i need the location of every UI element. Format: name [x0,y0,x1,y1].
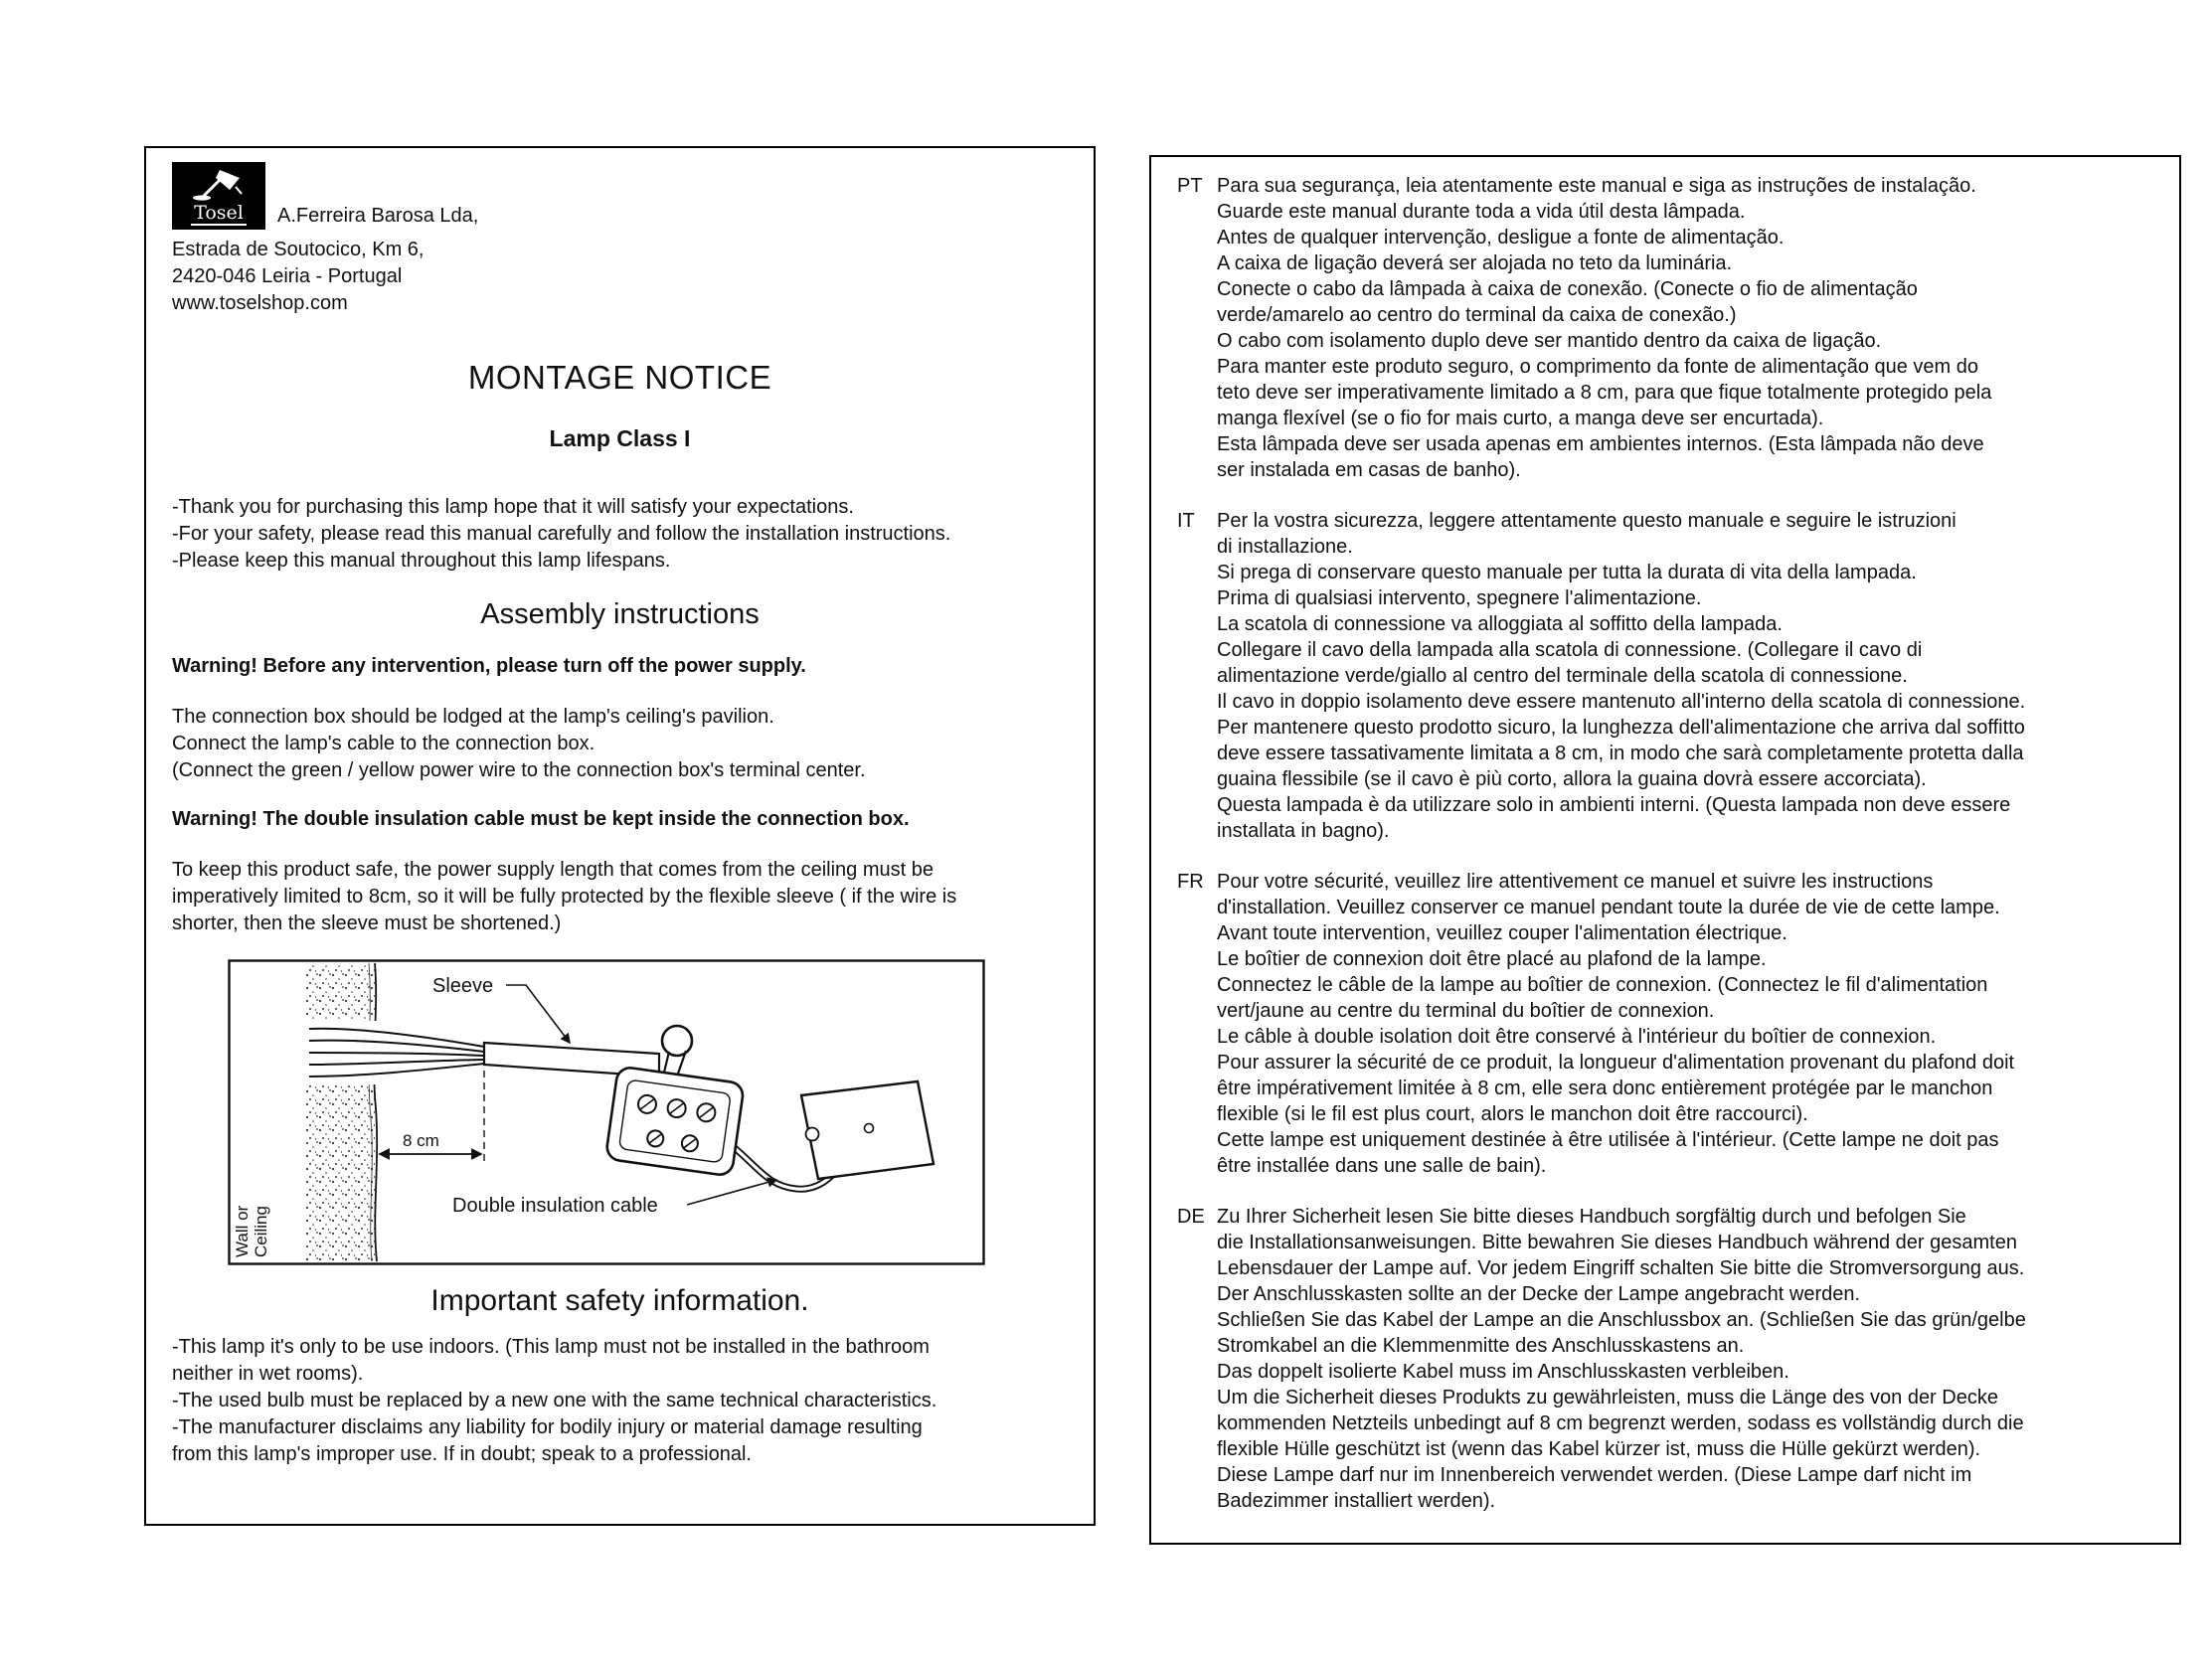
language-block-it [1177,508,2159,844]
text-line: Para sua segurança, leia atentamente este manual e siga as instruções de instalação. [1217,175,1976,197]
text-line: from this lamp's improper use. If in doubt; speak to a professional. [172,1443,752,1465]
text-line: Si prega di conservare questo manuale per tutta la durata di vita della lampada. [1217,562,1917,583]
wall-or-ceiling-label [233,1205,270,1257]
language-text-it [1217,508,2159,844]
wall-texture [304,963,378,1261]
language-code-it: IT [1177,510,1195,532]
text-line: Das doppelt isolierte Kabel muss im Anschlusskasten verbleiben. [1217,1361,1789,1383]
safety-paragraph [172,1334,1068,1468]
lamp-class-subtitle: Lamp Class I [549,425,691,451]
text-line: Collegare il cavo della lampada alla scatola di connessione. (Collegare il cavo di [1217,639,1923,661]
text-line: Conecte o cabo da lâmpada à caixa de conexão. (Conecte o fio de alimentação [1217,278,1918,300]
installation-diagram [228,959,985,1265]
text-line: Der Anschlusskasten sollte an der Decke der Lampe angebracht werden. [1217,1283,1861,1305]
text-line: Per la vostra sicurezza, leggere attentamente questo manuale e seguire le istruzioni [1217,510,1957,532]
text-line: Guarde este manual durante toda a vida útil desta lâmpada. [1217,201,1746,223]
page-title: MONTAGE NOTICE [467,359,772,396]
text-line: manga flexível (se o fio for mais curto, a manga deve ser encurtada). [1217,408,1824,429]
language-text-fr [1217,869,2159,1179]
text-line: Schließen Sie das Kabel der Lampe an die Anschlussbox an. (Schließen Sie das grün/gelbe [1217,1309,2026,1331]
text-line: -For your safety, please read this manual carefully and follow the installation instructions. [172,523,951,545]
text-line: Badezimmer installiert werden). [1217,1490,1496,1512]
text-line: Cette lampe est uniquement destinée à être utilisée à l'intérieur. (Cette lampe ne doit pas [1217,1129,1999,1151]
language-code-fr: FR [1177,871,1204,893]
company-address-line1: Estrada de Soutocico, Km 6, [172,239,425,260]
company-header [172,162,1068,230]
text-line: Diese Lampe darf nur im Innenbereich verwendet werden. (Diese Lampe darf nicht im [1217,1464,1972,1486]
text-line: La scatola di connessione va alloggiata al soffitto della lampada. [1217,613,1783,635]
wall-label-line1: Wall or [233,1205,252,1257]
warning-double-insulation: Warning! The double insulation cable must be kept inside the connection box. [172,808,910,830]
text-line: ser instalada em casas de banho). [1217,459,1521,481]
text-line: di installazione. [1217,536,1353,558]
text-line: -Thank you for purchasing this lamp hope that it will satisfy your expectations. [172,496,854,518]
text-line: -Please keep this manual throughout this lamp lifespans. [172,550,671,572]
text-line: Esta lâmpada deve ser usada apenas em ambientes internos. (Esta lâmpada não deve [1217,433,1984,455]
text-line: Il cavo in doppio isolamento deve essere mantenuto all'interno della scatola di connessione. [1217,691,2026,713]
text-line: Avant toute intervention, veuillez couper l'alimentation électrique. [1217,922,1787,944]
text-line: -The used bulb must be replaced by a new one with the same technical characteristics. [172,1390,937,1411]
assembly-heading: Assembly instructions [480,598,760,630]
text-line: être impérativement limitée à 8 cm, elle sera donc entièrement protégée par le manchon [1217,1078,1993,1099]
text-line: Um die Sicherheit dieses Produkts zu gewährleisten, muss die Länge des von der Decke [1217,1387,1998,1409]
text-line: Questa lampada è da utilizzare solo in ambienti interni. (Questa lampada non deve essere [1217,794,2011,816]
tosel-logo [172,162,265,230]
text-line: être installée dans une salle de bain). [1217,1155,1547,1177]
safety-heading: Important safety information. [430,1284,809,1317]
left-page [144,146,1096,1526]
sleeve-length-paragraph [172,857,1068,937]
language-block-de [1177,1204,2159,1514]
text-line: Pour votre sécurité, veuillez lire attentivement ce manuel et suivre les instructions [1217,871,1934,893]
text-line: Zu Ihrer Sicherheit lesen Sie bitte dieses Handbuch sorgfältig durch und befolgen Sie [1217,1206,1966,1228]
text-line: vert/jaune au centre du terminal du boîtier de connexion. [1217,1000,1715,1022]
text-line: Le câble à double isolation doit être conservé à l'intérieur du boîtier de connexion. [1217,1026,1937,1048]
text-line: -The manufacturer disclaims any liability for bodily injury or material damage resulting [172,1416,923,1438]
text-line: imperatively limited to 8cm, so it will be fully protected by the flexible sleeve ( if the wire is [172,886,957,908]
language-text-pt [1217,173,2159,483]
language-code-pt: PT [1177,175,1203,197]
text-line: Pour assurer la sécurité de ce produit, la longueur d'alimentation provenant du plafond doit [1217,1052,2015,1074]
text-line: A caixa de ligação deverá ser alojada no teto da luminária. [1217,252,1733,274]
company-name: A.Ferreira Barosa Lda, [277,205,479,227]
text-line: Stromkabel an die Klemmenmitte des Anschlusskastens an. [1217,1335,1745,1357]
text-line: Per mantenere questo prodotto sicuro, la lunghezza dell'alimentazione che arriva dal soffitto [1217,717,2025,739]
company-website: www.toselshop.com [172,292,348,314]
text-line: guaina flessibile (se il cavo è più corto, allora la guaina dovrà essere accorciata). [1217,768,1927,790]
language-code-de: DE [1177,1206,1205,1228]
intro-paragraph [172,494,1068,575]
right-page [1149,155,2181,1545]
text-line: Connect the lamp's cable to the connection box. [172,733,596,754]
text-line: kommenden Netzteils unbedingt auf 8 cm begrenzt werden, sodass es vollständig durch die [1217,1412,2024,1434]
text-line: verde/amarelo ao centro do terminal da caixa de conexão.) [1217,304,1737,326]
text-line: die Installationsanweisungen. Bitte bewahren Sie dieses Handbuch während der gesamten [1217,1232,2017,1253]
text-line: flexible Hülle geschützt ist (wenn das Kabel kürzer ist, muss die Hülle gekürzt werden). [1217,1438,1981,1460]
connection-box [605,1067,745,1177]
text-line: shorter, then the sleeve must be shortened.) [172,912,562,934]
logo-brand-text: Tosel [191,204,247,226]
sleeve-label-text: Sleeve [432,975,494,997]
text-line: alimentazione verde/giallo al centro del terminale della scatola di connessione. [1217,665,1908,687]
text-line: neither in wet rooms). [172,1363,364,1385]
company-address-line2: 2420-046 Leiria - Portugal [172,265,403,287]
text-line: installata in bagno). [1217,820,1390,842]
warning-power-supply: Warning! Before any intervention, please turn off the power supply. [172,655,806,677]
language-block-fr [1177,869,2159,1179]
text-line: -This lamp it's only to be use indoors. (This lamp must not be installed in the bathroom [172,1336,930,1358]
text-line: Para manter este produto seguro, o comprimento da fonte de alimentação que vem do [1217,356,1979,378]
connection-box-paragraph [172,704,1068,784]
text-line: To keep this product safe, the power supply length that comes from the ceiling must be [172,859,934,881]
text-line: Connectez le câble de la lampe au boîtier de connexion. (Connectez le fil d'alimentation [1217,974,1988,996]
text-line: Antes de qualquer intervenção, desligue a fonte de alimentação. [1217,227,1785,249]
text-line: d'installation. Veuillez conserver ce manuel pendant toute la durée de vie de cette lampe. [1217,897,2000,918]
dimension-label: 8 cm [403,1131,439,1150]
text-line: deve essere tassativamente limitata a 8 cm, in modo che sarà completamente protetta dalla [1217,743,2024,764]
wall-label-line2: Ceiling [252,1206,270,1257]
lamp-icon [190,167,248,201]
diagram-container [228,959,1068,1270]
text-line: The connection box should be lodged at the lamp's ceiling's pavilion. [172,706,774,728]
language-block-pt [1177,173,2159,483]
cover-plate [801,1081,934,1179]
text-line: Prima di qualsiasi intervento, spegnere l'alimentazione. [1217,587,1702,609]
cable-label-text: Double insulation cable [452,1195,658,1217]
text-line: teto deve ser imperativamente limitado a 8 cm, para que fique totalmente protegido pela [1217,382,1992,404]
text-line: (Connect the green / yellow power wire to the connection box's terminal center. [172,759,866,781]
text-line: Lebensdauer der Lampe auf. Vor jedem Eingriff schalten Sie bitte die Stromversorgung aus. [1217,1257,2025,1279]
text-line: flexible (si le fil est plus court, alors le manchon doit être raccourci). [1217,1103,1808,1125]
text-line: Le boîtier de connexion doit être placé au plafond de la lampe. [1217,948,1767,970]
language-text-de [1217,1204,2159,1514]
text-line: O cabo com isolamento duplo deve ser mantido dentro da caixa de ligação. [1217,330,1882,352]
